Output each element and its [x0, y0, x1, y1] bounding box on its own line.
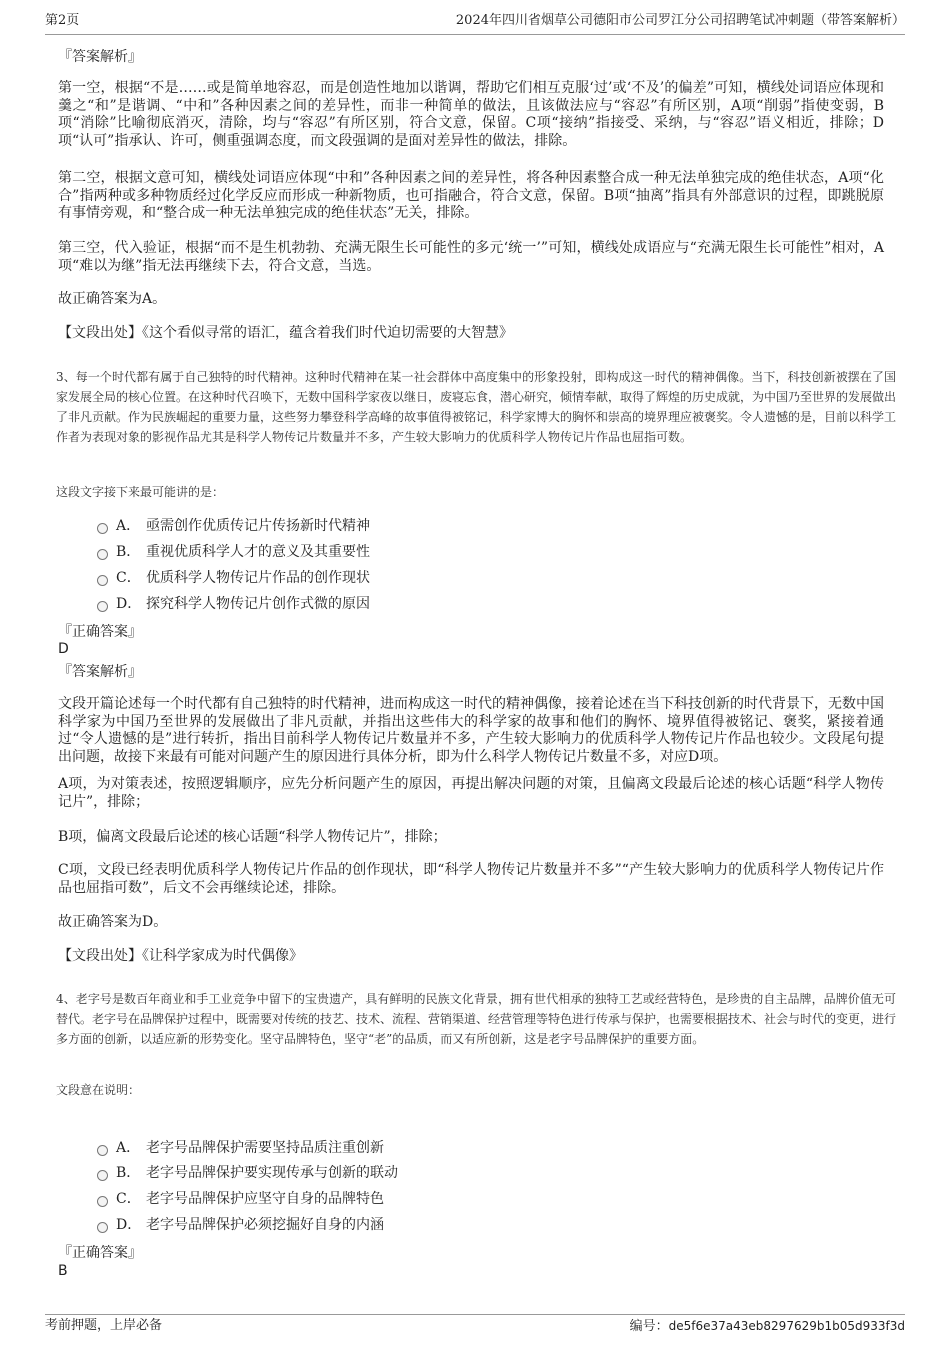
q3-question-text: 3、每一个时代都有属于自己独特的时代精神。这种时代精神在某一社会群体中高度集中的形象投射，即构成这一时代的精神偶像。当下，科技创新被摆在了国家发展全局的核心位置。在这种时代召唤下，无数中国科学家夜以继日，废寝忘食，潜心研究，倾情奉献，取得了辉煌的历史成就，为中国乃至世界的发展做出了非凡贡献。作为民族崛起的重要力量，这些努力攀登科学高峰的故事值得被铭记，科学家博大的胸怀和崇高的境界理应被褒奖。令人遗憾的是，目前以科学工作者为表现对象的影视作品尤其是科学人物传记片数量并不多，产生较大影响力的优质科学人物传记片作品也屈指可数。	[56, 370, 897, 444]
option-text: 老字号品牌保护需要坚持品质注重创新	[146, 1140, 384, 1156]
q3-prompt: 这段文字接下来最可能讲的是：	[56, 485, 225, 499]
q2-analysis-paragraph-1: 第一空，根据“不是……或是简单地容忍，而是创造性地加以谐调，帮助它们相互克服‘过’或‘不及’的偏差”可知，横线处词语应体现和羹之“和”是谐调、“中和”各种因素之间的差异性，而非一种简单的做法，且该做法应与“容忍”有所区别，A项“削弱”指使变弱，B项“消除”比喻彻底消灭，清除，均与“容忍”有所区别，符合文意，保留。C项“接纳”指接受、采纳，与“容忍”语义相近，排除；D项“认可”指承认、许可，侧重强调态度，而文段强调的是面对差异性的做法，排除。	[58, 80, 884, 149]
footer-slogan: 考前押题，上岸必备	[45, 1318, 163, 1333]
option-letter: C．	[116, 570, 141, 586]
radio-button-icon[interactable]	[97, 1196, 108, 1207]
radio-button-icon[interactable]	[97, 549, 108, 560]
q4-option-b[interactable]	[97, 1164, 398, 1182]
q3-conclusion: 故正确答案为D。	[58, 914, 168, 930]
q4-option-c[interactable]	[97, 1190, 384, 1208]
q3-analysis-paragraph-4: C项，文段已经表明优质科学人物传记片作品的创作现状，即“科学人物传记片数量并不多”“产生较大影响力的优质科学人物传记片作品也屈指可数”，后文不会再继续论述，排除。	[58, 862, 884, 896]
option-text: 探究科学人物传记片创作式微的原因	[146, 596, 370, 612]
document-code-value: de5f6e37a43eb8297629b1b05d933f3d	[668, 1319, 905, 1333]
option-text: 老字号品牌保护必须挖掘好自身的内涵	[146, 1217, 384, 1233]
q3-option-c[interactable]	[97, 569, 370, 587]
option-letter: C．	[116, 1191, 141, 1207]
radio-button-icon[interactable]	[97, 601, 108, 612]
document-title: 2024年四川省烟草公司德阳市公司罗江分公司招聘笔试冲刺题（带答案解析）	[455, 13, 905, 28]
q3-answer: D	[58, 641, 69, 657]
q2-conclusion: 故正确答案为A。	[58, 291, 167, 307]
page-header	[45, 12, 905, 35]
option-letter: A．	[116, 1140, 141, 1156]
option-text: 老字号品牌保护应坚守自身的品牌特色	[146, 1191, 384, 1207]
q4-prompt: 文段意在说明：	[56, 1083, 141, 1097]
q3-analysis-label: 『答案解析』	[58, 664, 142, 680]
q4-answer: B	[58, 1263, 68, 1279]
q3-analysis-paragraph-2: A项，为对策表述，按照逻辑顺序，应先分析问题产生的原因，再提出解决问题的对策，且偏离文段最后论述的核心话题“科学人物传记片”，排除；	[58, 776, 884, 810]
radio-button-icon[interactable]	[97, 1170, 108, 1181]
option-text: 优质科学人物传记片作品的创作现状	[146, 570, 370, 586]
radio-button-icon[interactable]	[97, 1145, 108, 1156]
q4-answer-label: 『正确答案』	[58, 1245, 142, 1261]
q3-answer-label: 『正确答案』	[58, 624, 142, 640]
option-letter: A．	[116, 518, 141, 534]
q3-analysis-paragraph-3: B项，偏离文段最后论述的核心话题“科学人物传记片”，排除；	[58, 829, 447, 845]
radio-button-icon[interactable]	[97, 575, 108, 586]
q4-option-d[interactable]	[97, 1216, 384, 1234]
q4-option-a[interactable]	[97, 1139, 384, 1157]
q2-source: 【文段出处】《这个看似寻常的语汇，蕴含着我们时代迫切需要的大智慧》	[58, 325, 513, 341]
q4-question-text: 4、老字号是数百年商业和手工业竞争中留下的宝贵遗产，具有鲜明的民族文化背景，拥有世代相承的独特工艺或经营特色，是珍贵的自主品牌，品牌价值无可替代。老字号在品牌保护过程中，既需要对传统的技艺、技术、流程、营销渠道、经营管理等特色进行传承与保护，也需要根据技术、社会与时代的变更，进行多方面的创新，以适应新的形势变化。坚守品牌特色，坚守“老”的品质，而又有所创新，这是老字号品牌保护的重要方面。	[56, 992, 897, 1046]
page-footer	[45, 1314, 905, 1337]
option-letter: D．	[116, 1217, 142, 1233]
option-text: 老字号品牌保护要实现传承与创新的联动	[146, 1165, 398, 1181]
document-code	[630, 1317, 905, 1337]
option-letter: B．	[116, 544, 141, 560]
radio-button-icon[interactable]	[97, 523, 108, 534]
document-code-label: 编号：	[629, 1319, 669, 1334]
option-letter: B．	[116, 1165, 141, 1181]
q3-source: 【文段出处】《让科学家成为时代偶像》	[58, 948, 303, 964]
q3-analysis-paragraph-1: 文段开篇论述每一个时代都有自己独特的时代精神，进而构成这一时代的精神偶像，接着论述在当下科技创新的时代背景下，无数中国科学家为中国乃至世界的发展做出了非凡贡献，并指出这些伟大的科学家的故事和他们的胸怀、境界值得被铭记、褒奖，紧接着通过“令人遗憾的是”进行转折，指出目前科学人物传记片数量并不多，产生较大影响力的优质科学人物传记片作品也较少。文段尾句提出问题，故接下来最有可能对问题产生的原因进行具体分析，即为什么科学人物传记片数量不多，对应D项。	[58, 696, 884, 765]
option-text: 重视优质科学人才的意义及其重要性	[146, 544, 370, 560]
page-number: 第2页	[45, 13, 80, 28]
option-letter: D．	[116, 596, 142, 612]
q3-option-a[interactable]	[97, 517, 370, 535]
option-text: 亟需创作优质传记片传扬新时代精神	[146, 518, 370, 534]
radio-button-icon[interactable]	[97, 1222, 108, 1233]
q3-option-d[interactable]	[97, 595, 370, 613]
q3-option-b[interactable]	[97, 543, 370, 561]
q2-analysis-paragraph-3: 第三空，代入验证，根据“而不是生机勃勃、充满无限生长可能性的多元‘统一’”可知，横线处成语应与“充满无限生长可能性”相对，A项“难以为继”指无法再继续下去，符合文意，当选。	[58, 240, 884, 274]
q2-analysis-label: 『答案解析』	[58, 49, 142, 65]
q2-analysis-paragraph-2: 第二空，根据文意可知，横线处词语应体现“中和”各种因素之间的差异性，将各种因素整合成一种无法单独完成的绝佳状态，A项“化合”指两种或多种物质经过化学反应而形成一种新物质，也可指融合，符合文意，保留。B项“抽离”指具有外部意识的过程，即跳脱原有事情旁观，和“整合成一种无法单独完成的绝佳状态”无关，排除。	[58, 170, 884, 221]
